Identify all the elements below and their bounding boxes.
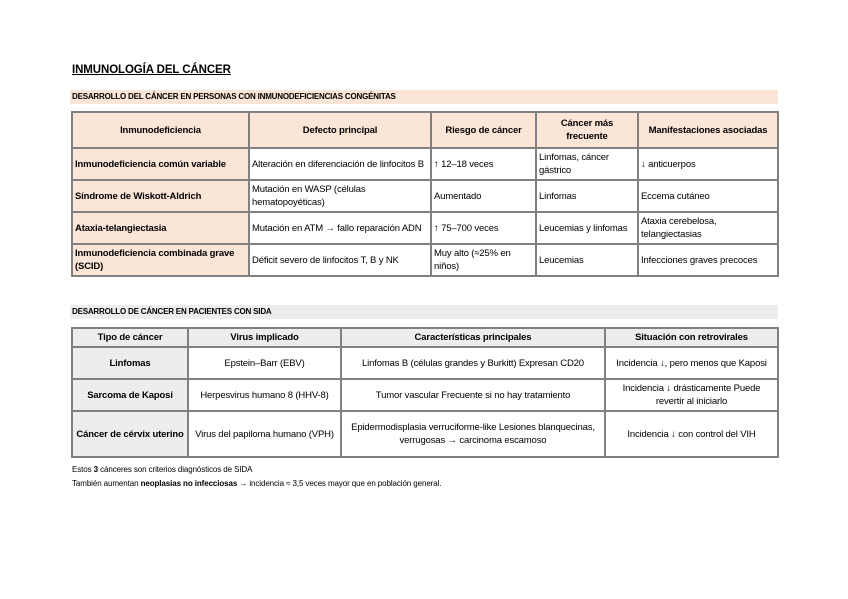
note-emphasis: 3 [93, 465, 98, 474]
column-header: Defecto principal [249, 112, 431, 148]
table-cell: Epidermodisplasia verruciforme-like Lesiones blanquecinas, verrugosas → carcinoma escamoso [341, 411, 605, 457]
row-label: Cáncer de cérvix uterino [72, 411, 188, 457]
row-label: Inmunodeficiencia combinada grave (SCID) [72, 244, 249, 276]
table-cell: Infecciones graves precoces [638, 244, 778, 276]
column-header: Tipo de cáncer [72, 328, 188, 347]
table-row [72, 379, 778, 411]
row-label: Sarcoma de Kaposi [72, 379, 188, 411]
table-cell: Ataxia cerebelosa, telangiectasias [638, 212, 778, 244]
table-cell: Linfomas B (células grandes y Burkitt) Expresan CD20 [341, 347, 605, 379]
column-header: Virus implicado [188, 328, 341, 347]
note-text: cánceres son criterios diagnósticos de SIDA [98, 465, 253, 474]
note-emphasis: neoplasias no infecciosas [140, 479, 238, 488]
table-cell: ↑ 75–700 veces [431, 212, 536, 244]
row-label: Síndrome de Wiskott-Aldrich [72, 180, 249, 212]
footnote-diagnostic-criteria [72, 463, 441, 477]
column-header: Situación con retrovirales [605, 328, 778, 347]
table-cell: Leucemias y linfomas [536, 212, 638, 244]
table-cell: Herpesvirus humano 8 (HHV-8) [188, 379, 341, 411]
table-cell: Incidencia ↓, pero menos que Kaposi [605, 347, 778, 379]
table-cell: Incidencia ↓ con control del VIH [605, 411, 778, 457]
table-cell: Linfomas [536, 180, 638, 212]
column-header: Manifestaciones asociadas [638, 112, 778, 148]
note-text: También aumentan [72, 479, 141, 488]
document-title: INMUNOLOGÍA DEL CÁNCER [72, 64, 231, 76]
table-cell: ↓ anticuerpos [638, 148, 778, 180]
table-cell: Alteración en diferenciación de linfocitos B [249, 148, 431, 180]
footnotes [72, 463, 441, 491]
table-cell: Epstein–Barr (EBV) [188, 347, 341, 379]
congenital-immunodeficiency-table [71, 111, 779, 277]
table-cell: Virus del papiloma humano (VPH) [188, 411, 341, 457]
table-row [72, 244, 778, 276]
table-row [72, 411, 778, 457]
table-cell: Incidencia ↓ drásticamente Puede revertir al iniciarlo [605, 379, 778, 411]
table-cell: Leucemias [536, 244, 638, 276]
table-cell: Mutación en ATM → fallo reparación ADN [249, 212, 431, 244]
table-row [72, 347, 778, 379]
section-heading-congenital: DESARROLLO DEL CÁNCER EN PERSONAS CON INMUNODEFICIENCIAS CONGÉNITAS [70, 90, 778, 104]
table-header-row [72, 112, 778, 148]
row-label: Ataxia-telangiectasia [72, 212, 249, 244]
table-row [72, 180, 778, 212]
table-cell: Eccema cutáneo [638, 180, 778, 212]
row-label: Linfomas [72, 347, 188, 379]
section-heading-aids: DESARROLLO DE CÁNCER EN PACIENTES CON SIDA [70, 305, 778, 319]
column-header: Riesgo de cáncer [431, 112, 536, 148]
table-cell: Tumor vascular Frecuente si no hay tratamiento [341, 379, 605, 411]
table-header-row [72, 328, 778, 347]
table-cell: ↑ 12–18 veces [431, 148, 536, 180]
aids-cancer-table [71, 327, 779, 458]
table-cell: Aumentado [431, 180, 536, 212]
table-cell: Muy alto (≈25% en niños) [431, 244, 536, 276]
footnote-non-infectious [72, 477, 441, 491]
table-row [72, 148, 778, 180]
table-cell: Linfomas, cáncer gástrico [536, 148, 638, 180]
column-header: Cáncer más frecuente [536, 112, 638, 148]
table-cell: Mutación en WASP (células hematopoyéticas) [249, 180, 431, 212]
row-label: Inmunodeficiencia común variable [72, 148, 249, 180]
column-header: Inmunodeficiencia [72, 112, 249, 148]
note-text: → incidencia ≈ 3,5 veces mayor que en población general. [237, 479, 442, 488]
note-text: Estos [72, 465, 94, 474]
table-row [72, 212, 778, 244]
table-cell: Déficit severo de linfocitos T, B y NK [249, 244, 431, 276]
column-header: Características principales [341, 328, 605, 347]
